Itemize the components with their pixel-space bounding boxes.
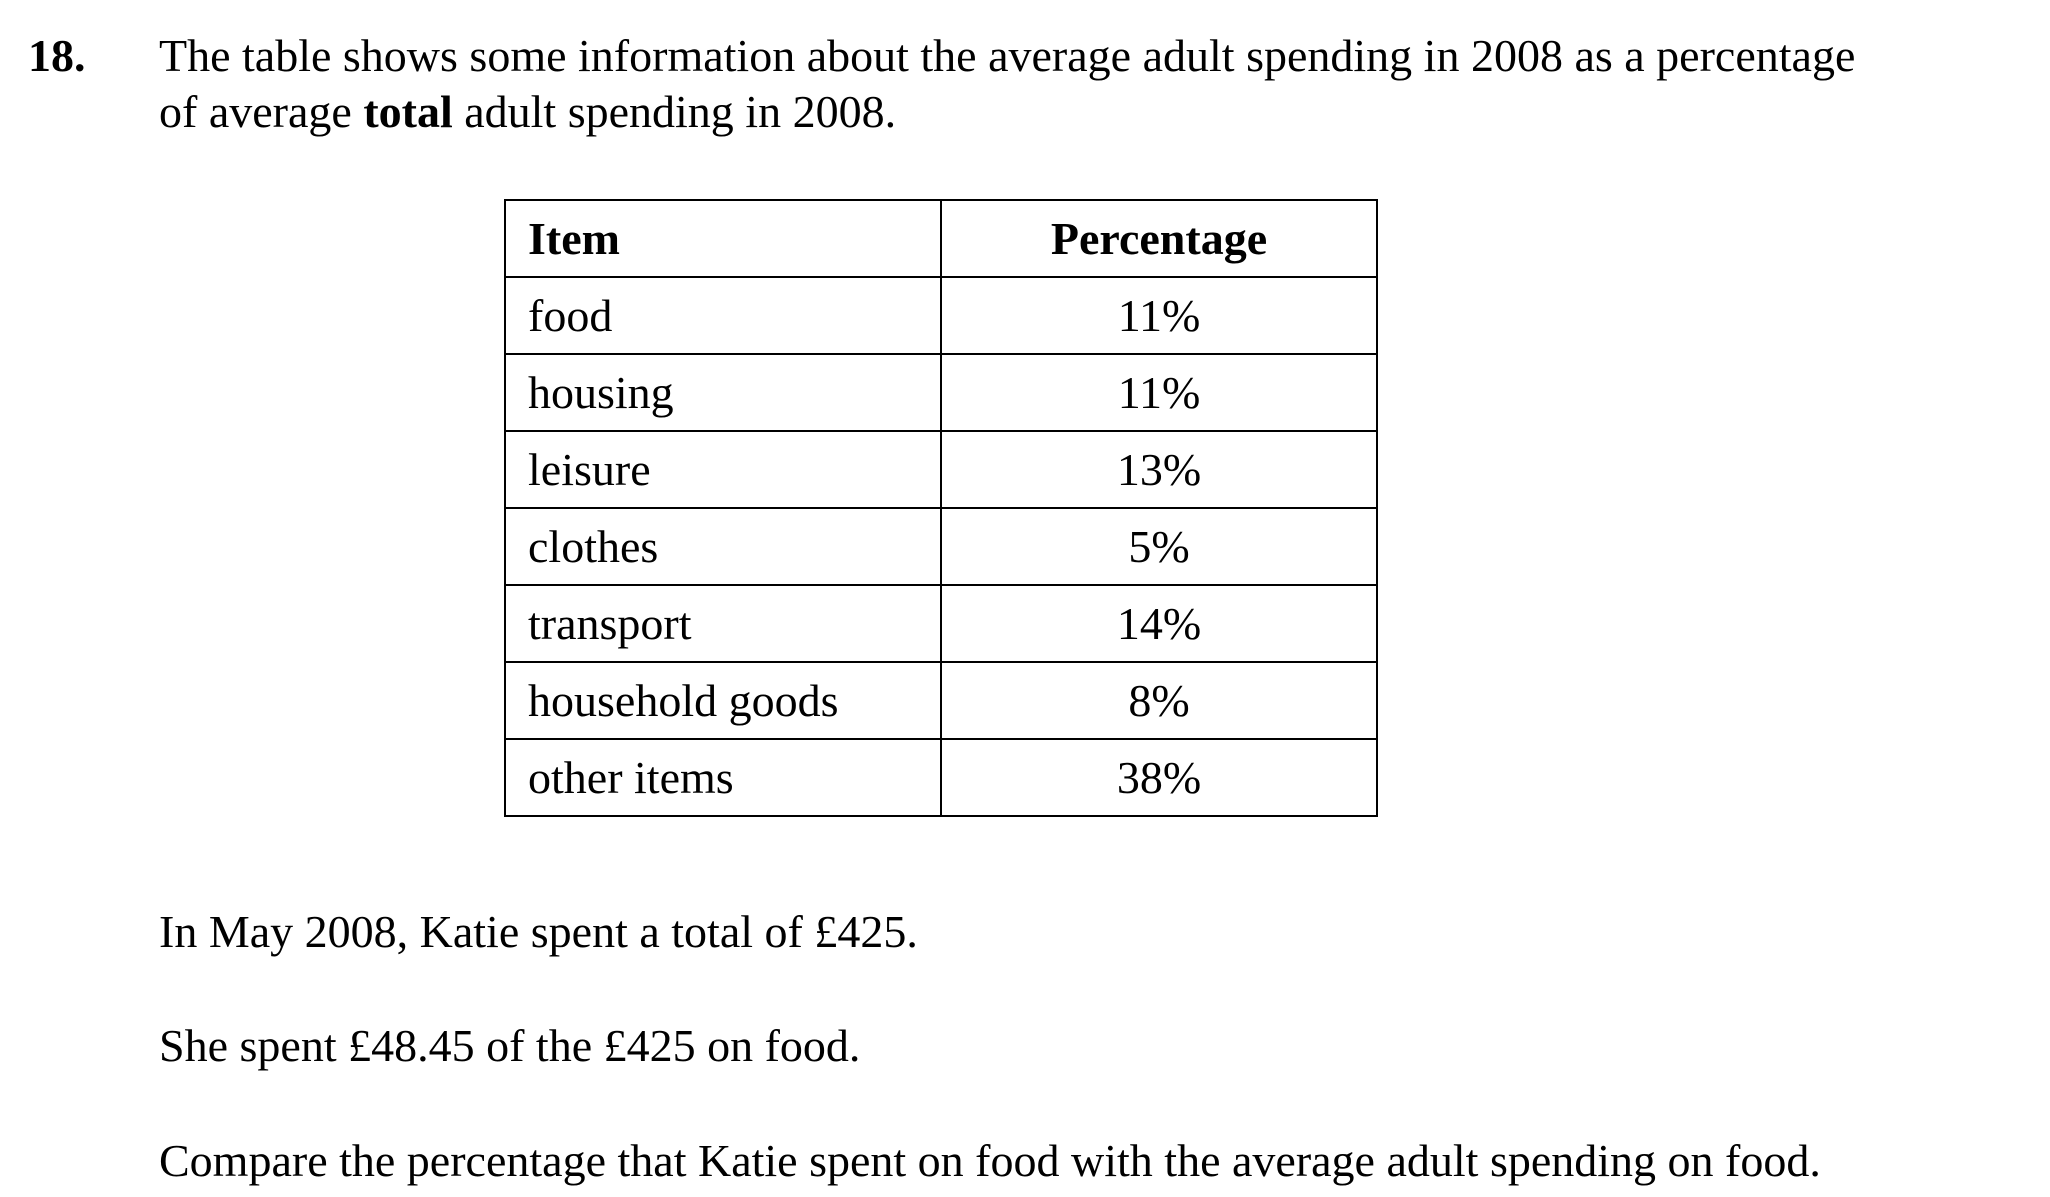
cell-percentage: 38% [941,739,1377,816]
table-row [505,431,1377,508]
intro-line-2-bold: total [363,86,453,137]
cell-percentage: 13% [941,431,1377,508]
table-row [505,354,1377,431]
intro-line-2 [159,84,2050,140]
spending-table [504,199,1378,817]
table-row [505,739,1377,816]
paragraph-food-spent: She spent £48.45 of the £425 on food. [159,1020,861,1071]
cell-item: clothes [505,508,941,585]
table-row [505,585,1377,662]
intro-line-2-pre: of average [159,86,364,137]
cell-item: transport [505,585,941,662]
cell-item: household goods [505,662,941,739]
intro-line-1: The table shows some information about the average adult spending in 2008 as a percentage [159,30,1856,81]
cell-percentage: 5% [941,508,1377,585]
question-intro [159,28,2050,140]
paragraph-compare-instruction: Compare the percentage that Katie spent on food with the average adult spending on food. [159,1135,1821,1186]
paragraph-total-spent: In May 2008, Katie spent a total of £425. [159,906,918,957]
cell-item: housing [505,354,941,431]
cell-percentage: 8% [941,662,1377,739]
header-item: Item [505,200,941,277]
cell-item: food [505,277,941,354]
table-header-row [505,200,1377,277]
header-percentage: Percentage [941,200,1377,277]
cell-item: leisure [505,431,941,508]
intro-line-2-post: adult spending in 2008. [452,86,897,137]
cell-item: other items [505,739,941,816]
cell-percentage: 11% [941,277,1377,354]
table-row [505,662,1377,739]
table-row [505,508,1377,585]
cell-percentage: 11% [941,354,1377,431]
table-row [505,277,1377,354]
cell-percentage: 14% [941,585,1377,662]
question-number: 18. [28,30,86,81]
